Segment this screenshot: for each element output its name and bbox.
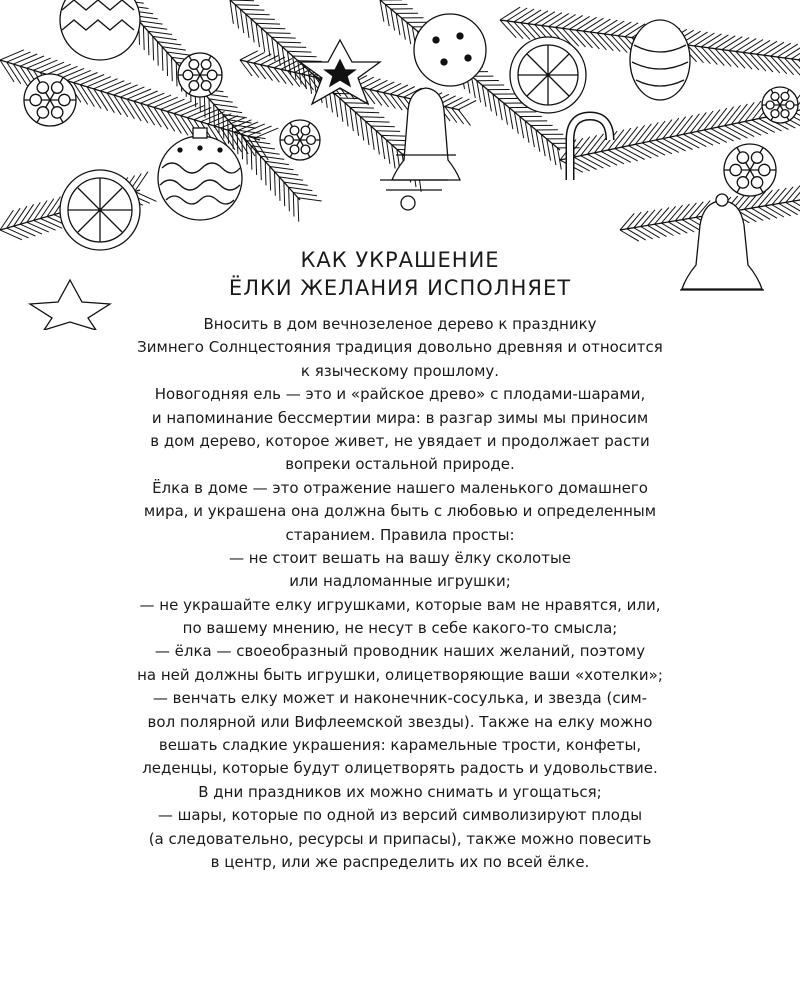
body-line: на ней должны быть игрушки, олицетворяющие ваши «хотелки»; [137,665,663,684]
body-line: в дом дерево, которое живет, не увядает и продолжает расти [150,431,650,450]
body-line: (а следовательно, ресурсы и припасы), также можно повесить [148,829,652,848]
body-line: — венчать елку может и наконечник-сосулька, и звезда (сим- [152,689,648,708]
body-line: — не стоит вешать на вашу ёлку сколотые [228,548,572,567]
article-title-line-1: КАК УКРАШЕНИЕ [300,248,500,272]
body-line: В дни праздников их можно снимать и угощаться; [198,782,602,801]
orange-slice-icon [60,170,140,250]
body-line: вешать сладкие украшения: карамельные трости, конфеты, [158,736,642,755]
body-line: Новогодняя ель — это и «райское древо» с плодами-шарами, [154,385,646,404]
body-line: Зимнего Солнцестояния традиция довольно древняя и относится [137,338,663,357]
body-line: — шары, которые по одной из версий символизируют плоды [157,806,643,825]
orange-slice-icon [510,37,586,113]
ornament-ball-icon [60,0,140,60]
article-body [0,313,800,874]
body-line: Вносить в дом вечнозеленое дерево к празднику [203,315,597,333]
body-line: — ёлка — своеобразный проводник наших желаний, поэтому [154,642,646,661]
body-line: или надломанные игрушки; [289,572,511,591]
body-line: Ёлка в доме — это отражение нашего маленького домашнего [152,478,648,497]
body-line: мира, и украшена она должна быть с любовью и определенным [143,502,657,521]
body-line: по вашему мнению, не несут в себе какого-то смысла; [182,619,618,638]
body-line: — не украшайте елку игрушками, которые вам не нравятся, или, [139,595,661,614]
article-title-line-2: ЁЛКИ ЖЕЛАНИЯ ИСПОЛНЯЕТ [228,276,572,300]
body-line: вопреки остальной природе. [285,455,515,474]
body-line: вол полярной или Вифлеемской звезды). Также на елку можно [147,712,653,731]
body-line: леденцы, которые будут олицетворять радость и удовольствие. [142,759,658,778]
dotted-ornament-icon [414,14,486,86]
body-line: к языческому прошлому. [300,361,500,380]
body-line: и напоминание бессмертии мира: в разгар зимы мы приносим [151,408,649,427]
body-line: старанием. Правила просты: [285,525,515,544]
pine-cone-icon [630,20,690,100]
body-line: в центр, или же распределить их по всей ёлке. [210,852,590,871]
